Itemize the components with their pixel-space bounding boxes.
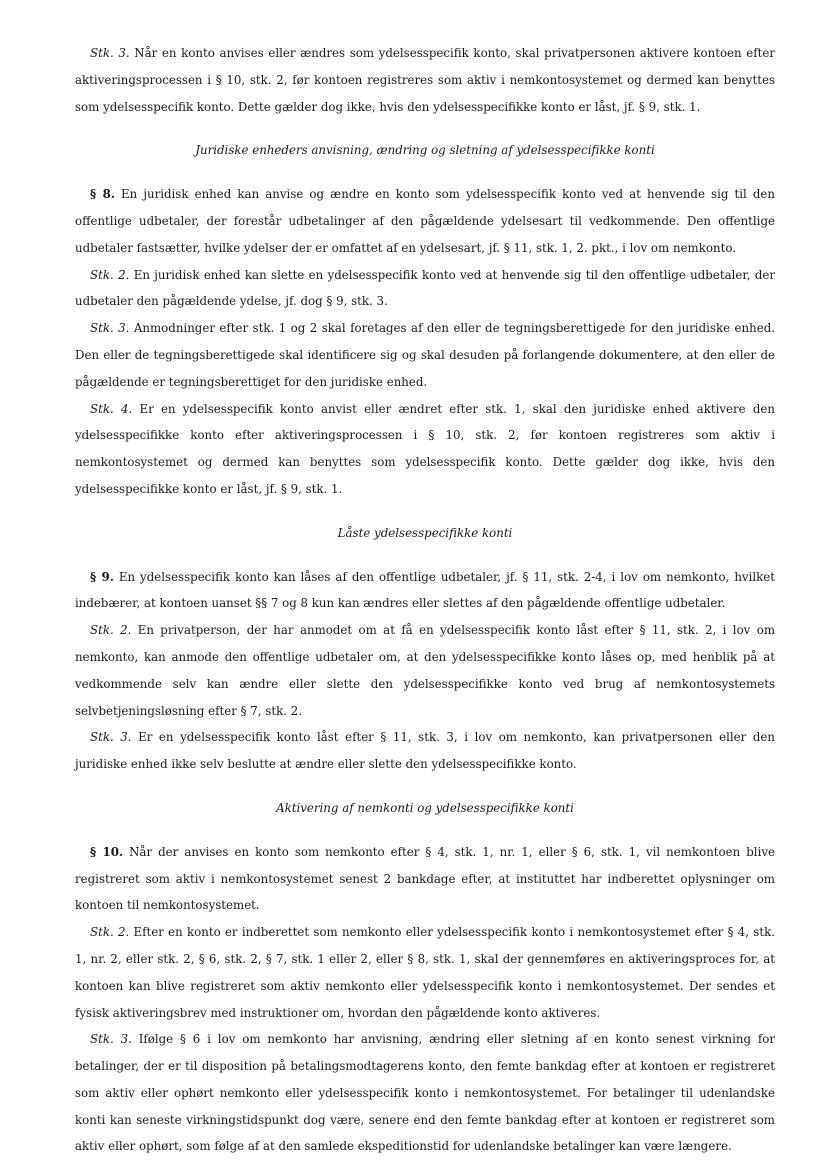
- paragraph-text: Ifølge § 6 i lov om nemkonto har anvisning, ændring eller sletning af en konto senest virkning for betalinger, der er til disposition på betalingsmodtagerens konto, den femte bankdag efter at kontoen er registreret som aktiv eller ophørt nemkonto eller ydelsesspecifik konto i nemkontosystemet. For betalinger til udenlandske konti kan seneste virkningstidspunkt dog være, senere end den femte bankdag efter at kontoen er registreret som aktiv eller ophørt, som følge af at den samlede ekspeditionstid for udenlandske betalinger kan være længere.: [75, 1032, 775, 1154]
- stk-label: Stk. 3.: [90, 730, 132, 745]
- stk-label: Stk. 3.: [90, 1032, 132, 1047]
- paragraph-text: Efter en konto er indberettet som nemkonto eller ydelsesspecifik konto i nemkontosystemet efter § 4, stk. 1, nr. 2, eller stk. 2, § 6, stk. 2, § 7, stk. 1 eller 2, eller § 8, stk. 1, skal der gennemføres en aktiveringsproces for, at kontoen kan blive registreret som aktiv nemkonto eller ydelsesspecifik konto i nemkontosystemet. Der sendes et fysisk aktiveringsbrev med instruktioner om, hvordan den pågældende konto aktiveres.: [75, 925, 775, 1020]
- paragraph-text: Når der anvises en konto som nemkonto efter § 4, stk. 1, nr. 1, eller § 6, stk. 1, vil nemkontoen blive registreret som aktiv i nemkontosystemet senest 2 bankdage efter, at instituttet har indberettet oplysninger om kontoen til nemkontosystemet.: [75, 844, 775, 913]
- section-9-stk-2: [75, 617, 775, 724]
- paragraph-text: En juridisk enhed kan anvise og ændre en konto som ydelsesspecifik konto ved at henvende sig til den offentlige udbetaler, der forestår udbetalinger af den pågældende ydelsesart til vedkommende. Den offentlige udbetaler fastsætter, hvilke ydelser der er omfattet af en ydelsesart, jf. § 11, stk. 1, 2. pkt., i lov om nemkonto.: [75, 187, 776, 255]
- section-8-stk-4: [75, 396, 775, 503]
- stk-label: Stk. 2.: [90, 267, 130, 282]
- section-10-stk-2: [75, 919, 775, 1026]
- stk-label: Stk. 3.: [90, 46, 130, 60]
- paragraph-text: Er en ydelsesspecifik konto låst efter § 11, stk. 3, i lov om nemkonto, kan privatpersonen eller den juridiske enhed ikke selv beslutte at ændre eller slette den ydelsesspecifikke konto.: [75, 730, 775, 772]
- section-label: § 9.: [90, 569, 114, 584]
- section-8-stk-2: [75, 262, 775, 316]
- paragraph-text: En ydelsesspecifik konto kan låses af den offentlige udbetaler, jf. § 11, stk. 2-4, i lov om nemkonto, hvilket indebærer, at kontoen uanset §§ 7 og 8 kun kan ændres eller slettes af den pågældende offentlige udbetaler.: [75, 569, 775, 611]
- stk-label: Stk. 3.: [90, 321, 130, 336]
- paragraph-text: Anmodninger efter stk. 1 og 2 skal foretages af den eller de tegningsberettigede for den juridiske enhed. Den eller de tegningsberettigede skal identificere sig og skal desuden på forlangende dokumentere, at den eller de pågældende er tegningsberettiget for den juridiske enhed.: [75, 321, 775, 389]
- section-8-stk-3: [75, 315, 775, 395]
- paragraph-text: Er en ydelsesspecifik konto anvist eller ændret efter stk. 1, skal den juridiske enhed aktivere den ydelsesspecifikke konto efter aktiveringsprocessen i § 10, stk. 2, før kontoen registreres som aktiv i nemkontosystemet og dermed kan benyttes som ydelsesspecifik konto. Dette gælder dog ikke, hvis den ydelsesspecifikke konto er låst, jf. § 9, stk. 1.: [75, 401, 775, 496]
- paragraph-7-stk-3: [75, 40, 775, 120]
- section-10: [75, 839, 775, 919]
- paragraph-text: Når en konto anvises eller ændres som ydelsesspecifik konto, skal privatpersonen aktivere kontoen efter aktiveringsprocessen i § 10, stk. 2, før kontoen registreres som aktiv i nemkontosystemet og dermed kan benyttes som ydelsesspecifik konto. Dette gælder dog ikke, hvis den ydelsesspecifikke konto er låst, jf. § 9, stk. 1.: [75, 46, 775, 114]
- section-9-stk-3: [75, 724, 775, 778]
- section-heading-juridiske: Juridiske enheders anvisning, ændring og sletning af ydelsesspecifikke konti: [195, 143, 655, 158]
- stk-label: Stk. 4.: [90, 401, 133, 416]
- section-label: § 10.: [90, 844, 124, 859]
- stk-label: Stk. 2.: [90, 925, 130, 940]
- section-8: [75, 181, 775, 261]
- section-heading-laaste: Låste ydelsesspecifikke konti: [337, 525, 513, 540]
- stk-label: Stk. 2.: [90, 623, 132, 638]
- paragraph-text: En privatperson, der har anmodet om at få en ydelsesspecifik konto låst efter § 11, stk. 2, i lov om nemkonto, kan anmode den offentlige udbetaler om, at den ydelsesspecifikke konto låses op, med henblik på at vedkommende selv kan ændre eller slette den ydelsesspecifikke konto ved brug af nemkontosystemets selvbetjeningsløsning efter § 7, stk. 2.: [75, 623, 776, 718]
- section-heading-aktivering: Aktivering af nemkonti og ydelsesspecifikke konti: [276, 800, 574, 815]
- section-9: [75, 564, 775, 618]
- paragraph-text: En juridisk enhed kan slette en ydelsesspecifik konto ved at henvende sig til den offentlige udbetaler, der udbetaler den pågældende ydelse, jf. dog § 9, stk. 3.: [75, 267, 775, 309]
- section-10-stk-3: [75, 1026, 775, 1160]
- section-label: § 8.: [90, 187, 115, 202]
